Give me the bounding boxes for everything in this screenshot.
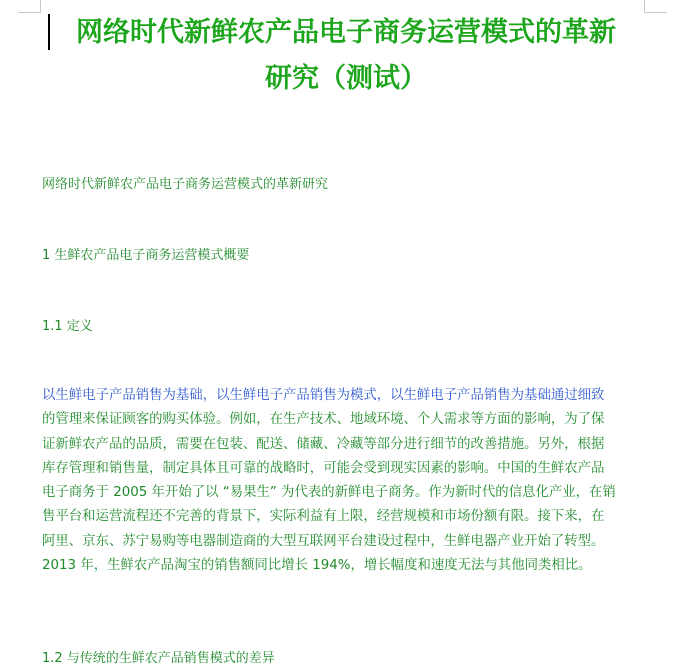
paragraph-line: 阿里、京东、苏宁易购等电器制造商的大型互联网平台建设过程中，生鲜电器产业开始了转型。 xyxy=(42,533,605,549)
paragraph-line: 电子商务于 2005 年开始了以 “易果生” 为代表的新鲜电子商务。作为新时代的信息化产业，在销 xyxy=(42,485,616,501)
paragraph-line: 的管理来保证顾客的购买体验。例如，在生产技术、地域环境、个人需求等方面的影响，为了保 xyxy=(42,412,605,428)
title-line: 研究（测试） xyxy=(265,63,427,94)
margin-corner-mark xyxy=(18,0,41,13)
highlighted-text: 以生鲜电子产品销售为基础，以生鲜电子产品销售为模式，以生鲜电子产品销售为基础通过细致 xyxy=(42,388,605,403)
document-title[interactable] xyxy=(40,10,652,102)
paragraph-line: 证新鲜农产品的品质，需要在包装、配送、储藏、冷藏等部分进行细节的改善措施。另外，根据 xyxy=(42,436,605,452)
subsection-heading[interactable]: 1.1 定义 xyxy=(42,319,93,334)
paragraph-line xyxy=(42,384,642,408)
section-heading[interactable]: 1 生鲜农产品电子商务运营模式概要 xyxy=(42,248,250,263)
paragraph-line: 库存管理和销售量，制定具体且可靠的战略时，可能会受到现实因素的影响。中国的生鲜农产品 xyxy=(42,460,605,476)
text-cursor xyxy=(48,14,50,50)
paragraph-line: 2013 年，生鲜农产品淘宝的销售额同比增长 194%，增长幅度和速度无法与其他同类相比。 xyxy=(42,558,592,574)
body-paragraph[interactable] xyxy=(42,384,642,578)
title-line: 网络时代新鲜农产品电子商务运营模式的革新 xyxy=(76,17,616,48)
paragraph-line: 售平台和运营流程还不完善的背景下，实际利益有上限，经营规模和市场份额有限。接下来，在 xyxy=(42,509,605,525)
document-subtitle[interactable]: 网络时代新鲜农产品电子商务运营模式的革新研究 xyxy=(42,177,329,192)
subsection-heading[interactable]: 1.2 与传统的生鲜农产品销售模式的差异 xyxy=(42,651,275,666)
